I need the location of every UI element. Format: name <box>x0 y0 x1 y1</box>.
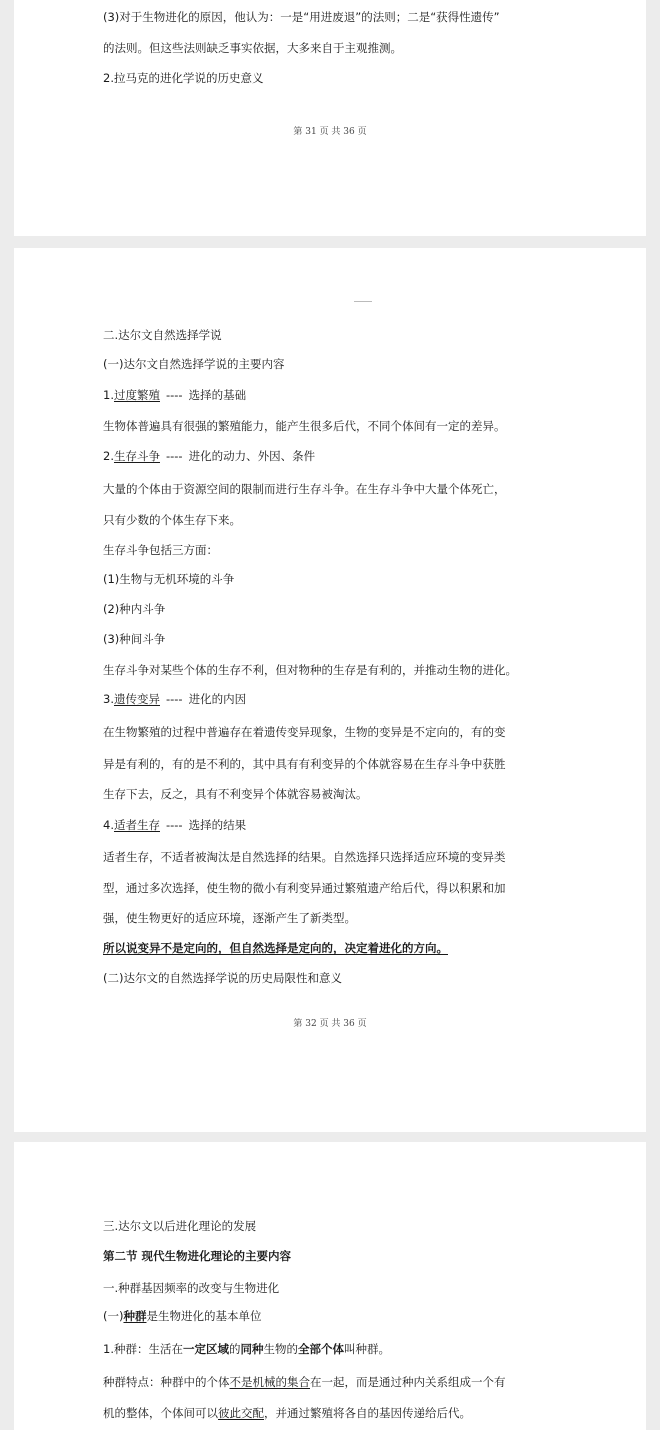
document-page-31 <box>14 0 646 236</box>
paragraph-line: 生存下去，反之，具有不利变异个体就容易被淘汰。 <box>103 787 368 801</box>
page-footer: 第 32 页 共 36 页 <box>293 1019 367 1029</box>
key-term: 适者生存 <box>113 818 160 832</box>
paragraph-line: 适者生存，不适者被淘汰是自然选择的结果。自然选择只选择适应环境的变异类 <box>103 850 506 864</box>
paragraph-line: 强，使生物更好的适应环境，逐渐产生了新类型。 <box>103 911 356 925</box>
paragraph-line: 生存斗争包括三方面： <box>103 543 218 557</box>
subsection-heading: (一)种群是生物进化的基本单位 <box>103 1309 262 1323</box>
document-page-33 <box>14 1142 646 1430</box>
subsection-heading: (一)达尔文自然选择学说的主要内容 <box>103 357 285 371</box>
key-term: 生存斗争 <box>113 449 160 463</box>
key-term: 种群 <box>123 1309 147 1323</box>
paragraph-line: (3)对于生物进化的原因，他认为：一是“用进废退”的法则；二是“获得性遗传” <box>103 10 500 24</box>
chapter-section-title: 第二节 现代生物进化理论的主要内容 <box>103 1249 292 1263</box>
subsection-heading: (二)达尔文的自然选择学说的历史局限性和意义 <box>103 971 342 985</box>
paragraph-line: 异是有利的，有的是不利的，其中具有有利变异的个体就容易在生存斗争中获胜 <box>103 757 506 771</box>
section-heading: 三.达尔文以后进化理论的发展 <box>103 1219 257 1233</box>
list-item-heading: 1.过度繁殖 ---- 选择的基础 <box>103 388 247 402</box>
list-item-heading: 4.适者生存 ---- 选择的结果 <box>103 818 247 832</box>
paragraph-line: 大量的个体由于资源空间的限制而进行生存斗争。在生存斗争中大量个体死亡， <box>103 482 506 496</box>
paragraph-line: 生物体普遍具有很强的繁殖能力，能产生很多后代，不同个体间有一定的差异。 <box>103 419 506 433</box>
list-item: (3)种间斗争 <box>103 632 166 646</box>
paragraph-line: 型，通过多次选择，使生物的微小有利变异通过繁殖遗产给后代，得以积累和加 <box>103 881 506 895</box>
list-item: (1)生物与无机环境的斗争 <box>103 572 235 586</box>
header-rule <box>354 301 372 302</box>
page-footer: 第 31 页 共 36 页 <box>293 127 367 137</box>
conclusion-statement: 所以说变异不是定向的，但自然选择是定向的，决定着进化的方向。 <box>103 941 448 955</box>
document-page-32 <box>14 248 646 1132</box>
list-item-heading: 3.遗传变异 ---- 进化的内因 <box>103 692 247 706</box>
paragraph-line: 的法则。但这些法则缺乏事实依据，大多来自于主观推测。 <box>103 41 402 55</box>
paragraph-line: 种群特点：种群中的个体不是机械的集合在一起，而是通过种内关系组成一个有 <box>103 1375 506 1389</box>
definition-line: 1.种群：生活在一定区域的同种生物的全部个体叫种群。 <box>103 1342 390 1356</box>
paragraph-heading: 2.拉马克的进化学说的历史意义 <box>103 71 264 85</box>
paragraph-line: 机的整体，个体间可以彼此交配，并通过繁殖将各自的基因传递给后代。 <box>103 1406 471 1420</box>
key-term: 过度繁殖 <box>113 388 160 402</box>
paragraph-line: 在生物繁殖的过程中普遍存在着遗传变异现象，生物的变异是不定向的，有的变 <box>103 725 506 739</box>
section-heading: 二.达尔文自然选择学说 <box>103 328 222 342</box>
paragraph-line: 只有少数的个体生存下来。 <box>103 513 241 527</box>
paragraph-line: 生存斗争对某些个体的生存不利，但对物种的生存是有利的，并推动生物的进化。 <box>103 663 517 677</box>
list-item-heading: 2.生存斗争 ---- 进化的动力、外因、条件 <box>103 449 316 463</box>
key-term: 遗传变异 <box>113 692 160 706</box>
subsection-heading: 一.种群基因频率的改变与生物进化 <box>103 1281 280 1295</box>
list-item: (2)种内斗争 <box>103 602 166 616</box>
